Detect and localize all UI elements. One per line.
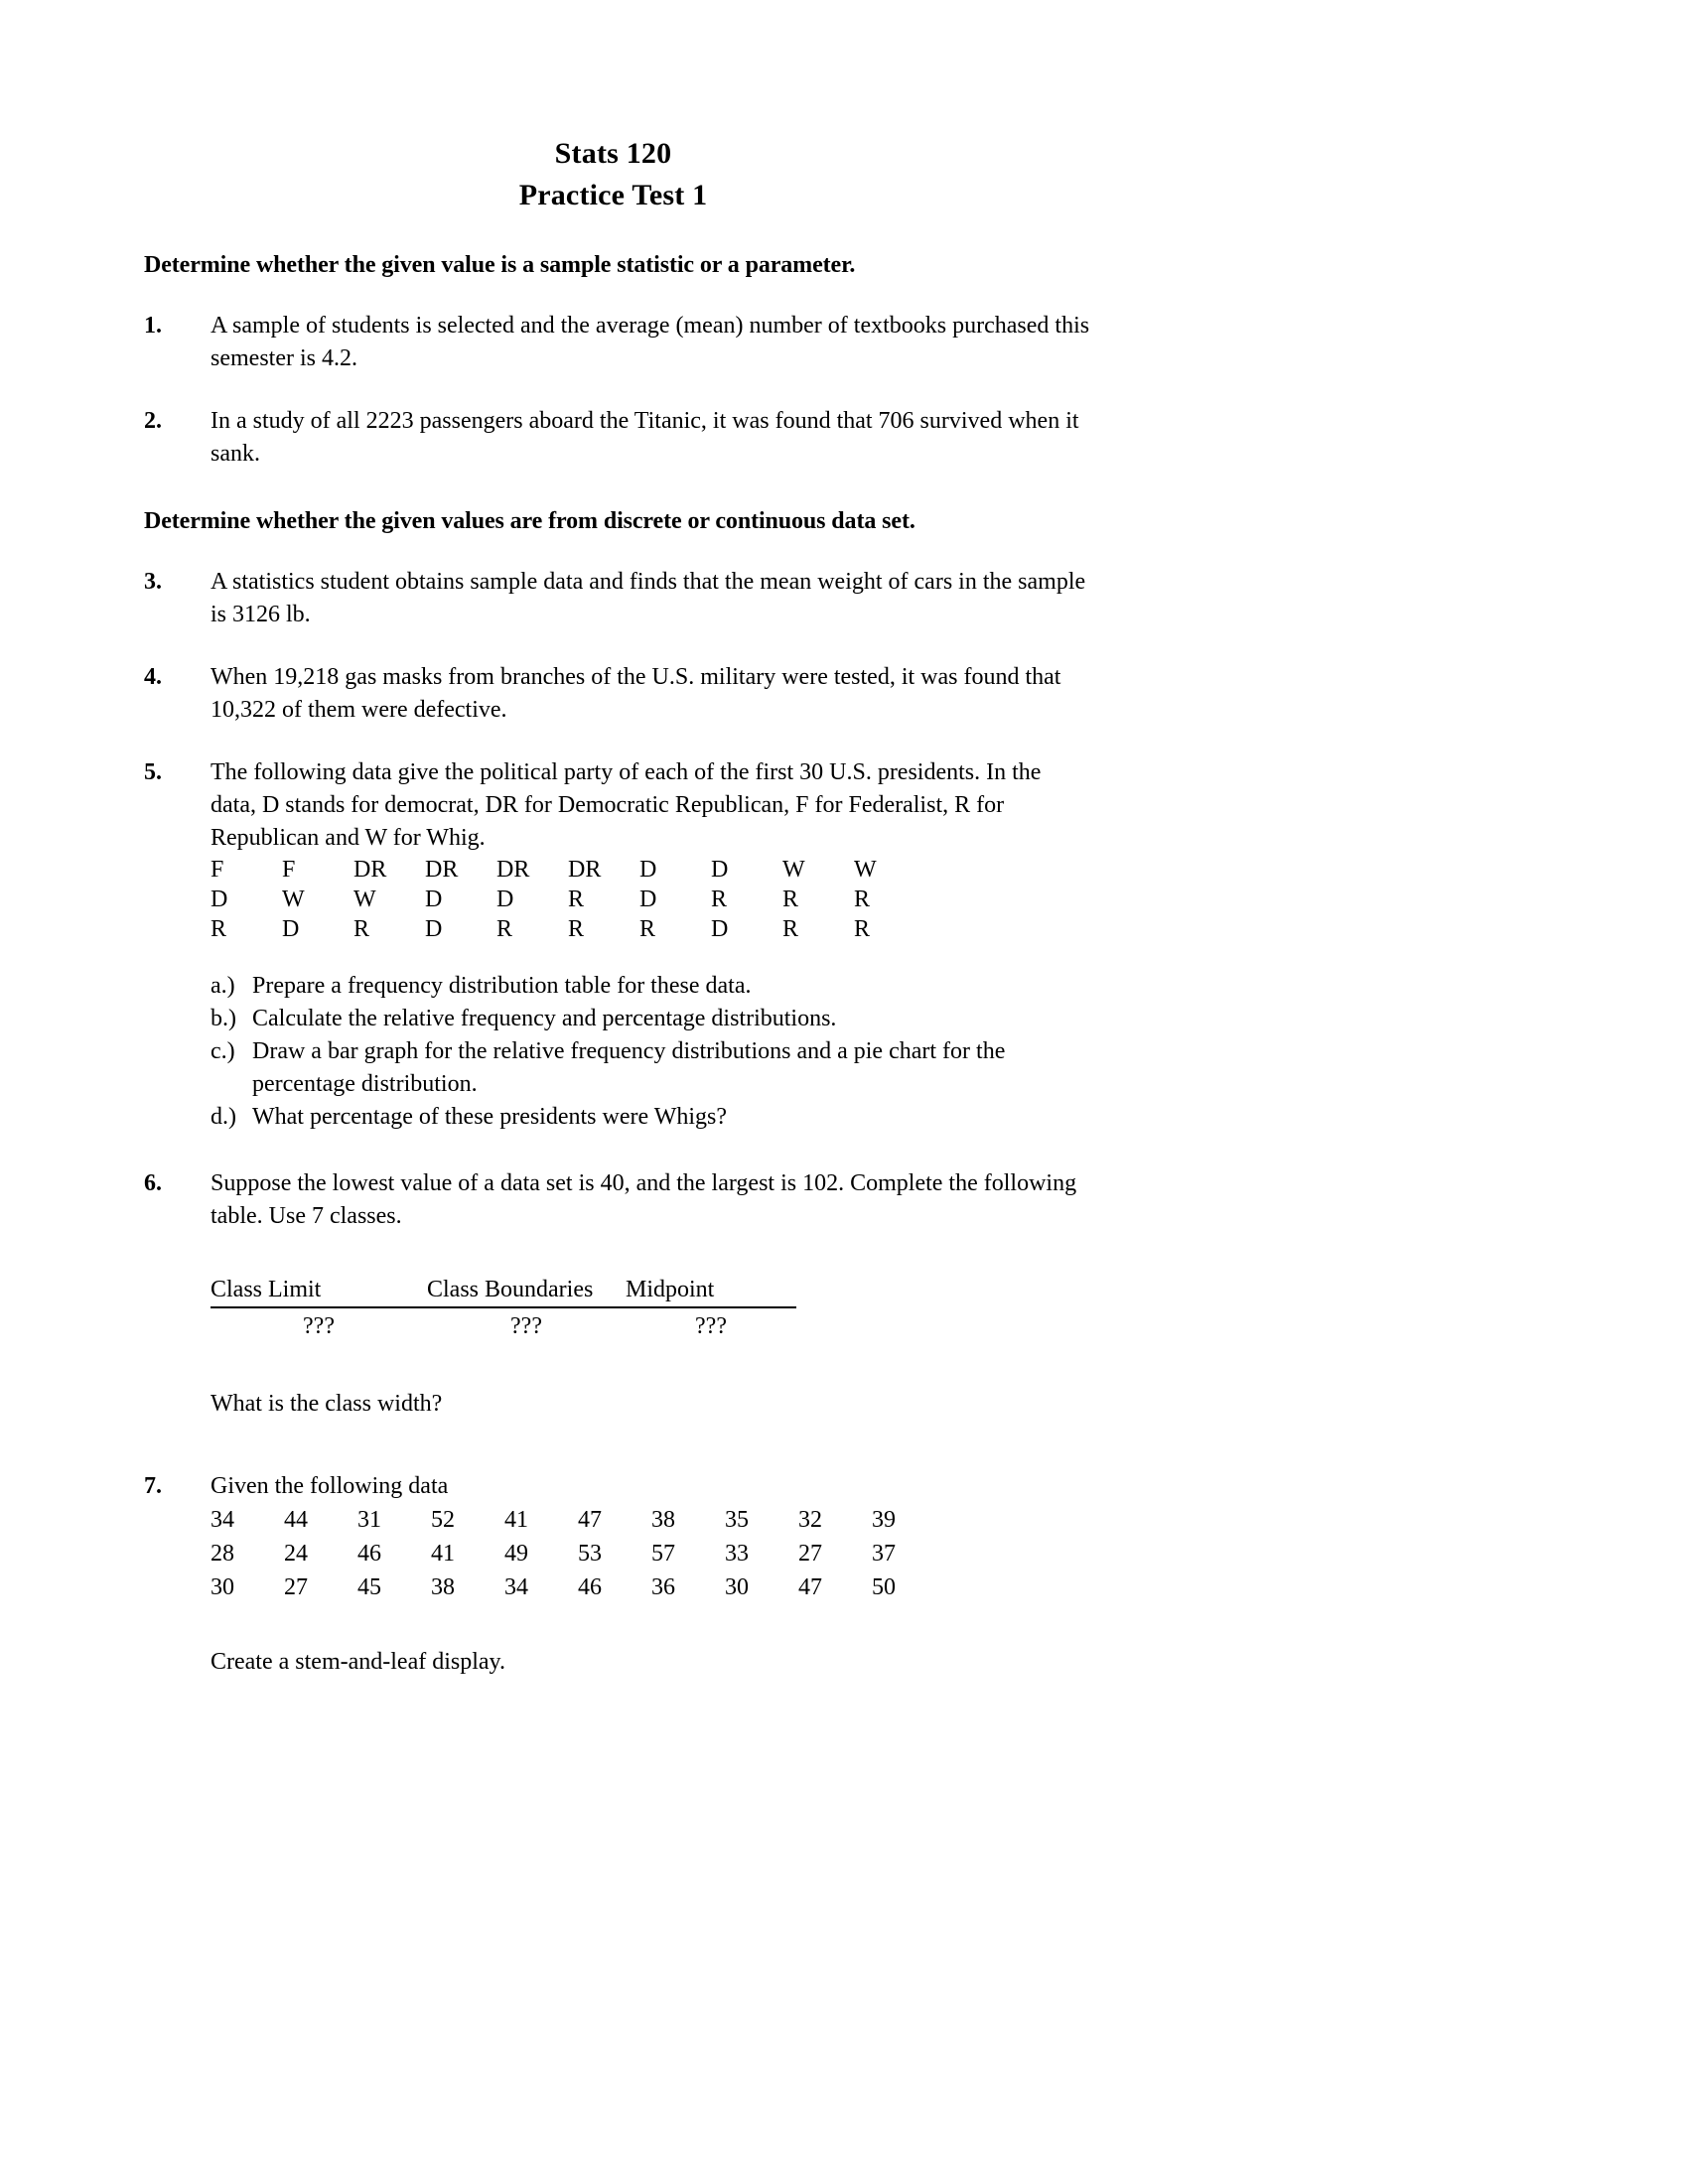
question-5-subitem (211, 1035, 1067, 1101)
subitem-text: Draw a bar graph for the relative frequency distributions and a pie chart for the percentage distribution. (252, 1038, 1006, 1097)
number-grid-cell: 47 (578, 1507, 602, 1533)
cell-class-boundaries-value: ??? (510, 1313, 542, 1339)
number-grid-cell: 49 (504, 1541, 528, 1567)
number-grid-cell: 38 (431, 1574, 455, 1600)
party-grid-cell: R (639, 916, 656, 942)
number-grid-cell: 34 (504, 1574, 528, 1600)
party-grid-cell: W (353, 887, 376, 912)
party-grid-cell: D (496, 887, 514, 912)
party-grid-cell: R (782, 887, 799, 912)
party-grid-row (211, 855, 1226, 885)
number-grid-cell: 47 (798, 1574, 822, 1600)
party-grid-cell: R (496, 916, 513, 942)
question-6-followup: What is the class width? (211, 1391, 443, 1417)
subitem-label: a.) (211, 973, 235, 999)
question-4-text: When 19,218 gas masks from branches of the U.S. military were tested, it was found that 10,322 of them were defective. (211, 664, 1061, 723)
question-7-followup: Create a stem-and-leaf display. (211, 1649, 505, 1675)
numeric-data-grid (0, 1503, 1226, 1604)
column-header-class-limit: Class Limit (211, 1275, 427, 1307)
party-grid-cell: D (639, 887, 657, 912)
number-grid-cell: 30 (725, 1574, 749, 1600)
question-5-subitem (211, 1101, 1067, 1134)
subitem-label: b.) (211, 1006, 236, 1031)
party-grid-cell: DR (568, 857, 602, 883)
subitem-text: Prepare a frequency distribution table for these data. (252, 973, 752, 999)
party-grid-cell: R (782, 916, 799, 942)
number-grid-cell: 46 (578, 1574, 602, 1600)
number-grid-cell: 50 (872, 1574, 896, 1600)
number-grid-cell: 44 (284, 1507, 308, 1533)
party-grid-cell: DR (496, 857, 530, 883)
question-6-text: Suppose the lowest value of a data set is 40, and the largest is 102. Complete the following table. Use 7 classes. (211, 1170, 1077, 1229)
party-grid-cell: D (282, 916, 300, 942)
number-grid-cell: 41 (504, 1507, 528, 1533)
party-grid-cell: D (711, 857, 729, 883)
party-grid-cell: D (711, 916, 729, 942)
party-grid-cell: R (211, 916, 227, 942)
page-title-line2: Practice Test 1 (518, 179, 708, 211)
number-grid-cell: 57 (651, 1541, 675, 1567)
number-grid-cell: 33 (725, 1541, 749, 1567)
table-header-row (211, 1275, 796, 1307)
question-5-number: 5. (144, 759, 162, 785)
party-grid-cell: R (568, 887, 585, 912)
subitem-text: Calculate the relative frequency and percentage distributions. (252, 1006, 837, 1031)
number-grid-cell: 41 (431, 1541, 455, 1567)
question-5 (0, 756, 1226, 855)
party-grid-cell: R (854, 916, 871, 942)
number-grid-cell: 27 (284, 1574, 308, 1600)
question-2-text: In a study of all 2223 passengers aboard the Titanic, it was found that 706 survived when it sank. (211, 408, 1079, 467)
party-grid-cell: D (639, 857, 657, 883)
number-grid-cell: 38 (651, 1507, 675, 1533)
question-5-subitem (211, 970, 1067, 1003)
cell-midpoint-value: ??? (695, 1313, 727, 1339)
party-grid-cell: F (211, 857, 224, 883)
number-grid-cell: 34 (211, 1507, 234, 1533)
table-row (211, 1307, 796, 1342)
number-grid-row (211, 1570, 1226, 1604)
question-2 (0, 405, 1226, 471)
question-5-subitem (211, 1003, 1067, 1035)
party-data-grid (0, 855, 1226, 944)
party-grid-cell: DR (425, 857, 459, 883)
party-grid-row (211, 914, 1226, 944)
number-grid-cell: 35 (725, 1507, 749, 1533)
party-grid-cell: R (711, 887, 728, 912)
number-grid-cell: 37 (872, 1541, 896, 1567)
party-grid-cell: D (425, 887, 443, 912)
question-5-text: The following data give the political party of each of the first 30 U.S. presidents. In the data, D stands for democrat, DR for Democratic Republican, F for Federalist, R for Republican and W for Whig. (211, 759, 1042, 851)
number-grid-row (211, 1503, 1226, 1537)
party-grid-cell: DR (353, 857, 387, 883)
column-header-class-boundaries: Class Boundaries (427, 1275, 626, 1307)
party-grid-cell: R (353, 916, 370, 942)
party-grid-cell: R (568, 916, 585, 942)
number-grid-cell: 28 (211, 1541, 234, 1567)
party-grid-cell: R (854, 887, 871, 912)
question-5-subitems (0, 970, 1226, 1134)
question-1-text: A sample of students is selected and the average (mean) number of textbooks purchased this semester is 4.2. (211, 313, 1090, 371)
number-grid-cell: 32 (798, 1507, 822, 1533)
party-grid-row (211, 885, 1226, 914)
question-2-number: 2. (144, 408, 162, 434)
number-grid-cell: 53 (578, 1541, 602, 1567)
number-grid-cell: 31 (357, 1507, 381, 1533)
party-grid-cell: D (211, 887, 228, 912)
question-6-number: 6. (144, 1170, 162, 1196)
number-grid-cell: 52 (431, 1507, 455, 1533)
section-heading-statistic-parameter: Determine whether the given value is a sample statistic or a parameter. (144, 252, 856, 278)
question-7-number: 7. (144, 1473, 162, 1499)
cell-class-limit-value: ??? (303, 1313, 335, 1339)
number-grid-row (211, 1537, 1226, 1570)
column-header-midpoint: Midpoint (626, 1275, 796, 1307)
party-grid-cell: D (425, 916, 443, 942)
question-7 (0, 1470, 1226, 1503)
question-4 (0, 661, 1226, 727)
question-6 (0, 1167, 1226, 1233)
party-grid-cell: W (782, 857, 805, 883)
question-1 (0, 310, 1226, 375)
question-3 (0, 566, 1226, 631)
party-grid-cell: W (854, 857, 877, 883)
subitem-label: d.) (211, 1104, 236, 1130)
party-grid-cell: W (282, 887, 305, 912)
question-4-number: 4. (144, 664, 162, 690)
class-table-wrap (0, 1275, 1226, 1342)
subitem-text: What percentage of these presidents were Whigs? (252, 1104, 728, 1130)
number-grid-cell: 36 (651, 1574, 675, 1600)
number-grid-cell: 45 (357, 1574, 381, 1600)
number-grid-cell: 24 (284, 1541, 308, 1567)
number-grid-cell: 39 (872, 1507, 896, 1533)
party-grid-cell: F (282, 857, 296, 883)
subitem-label: c.) (211, 1038, 235, 1064)
question-1-number: 1. (144, 313, 162, 339)
number-grid-cell: 30 (211, 1574, 234, 1600)
class-limit-table (211, 1275, 796, 1342)
question-3-number: 3. (144, 569, 162, 595)
question-7-text: Given the following data (211, 1473, 449, 1499)
question-3-text: A statistics student obtains sample data and finds that the mean weight of cars in the sample is 3126 lb. (211, 569, 1086, 627)
section-heading-discrete-continuous: Determine whether the given values are from discrete or continuous data set. (144, 508, 915, 534)
number-grid-cell: 46 (357, 1541, 381, 1567)
page-title-line1: Stats 120 (554, 137, 672, 170)
document-title-block (0, 0, 1226, 216)
number-grid-cell: 27 (798, 1541, 822, 1567)
